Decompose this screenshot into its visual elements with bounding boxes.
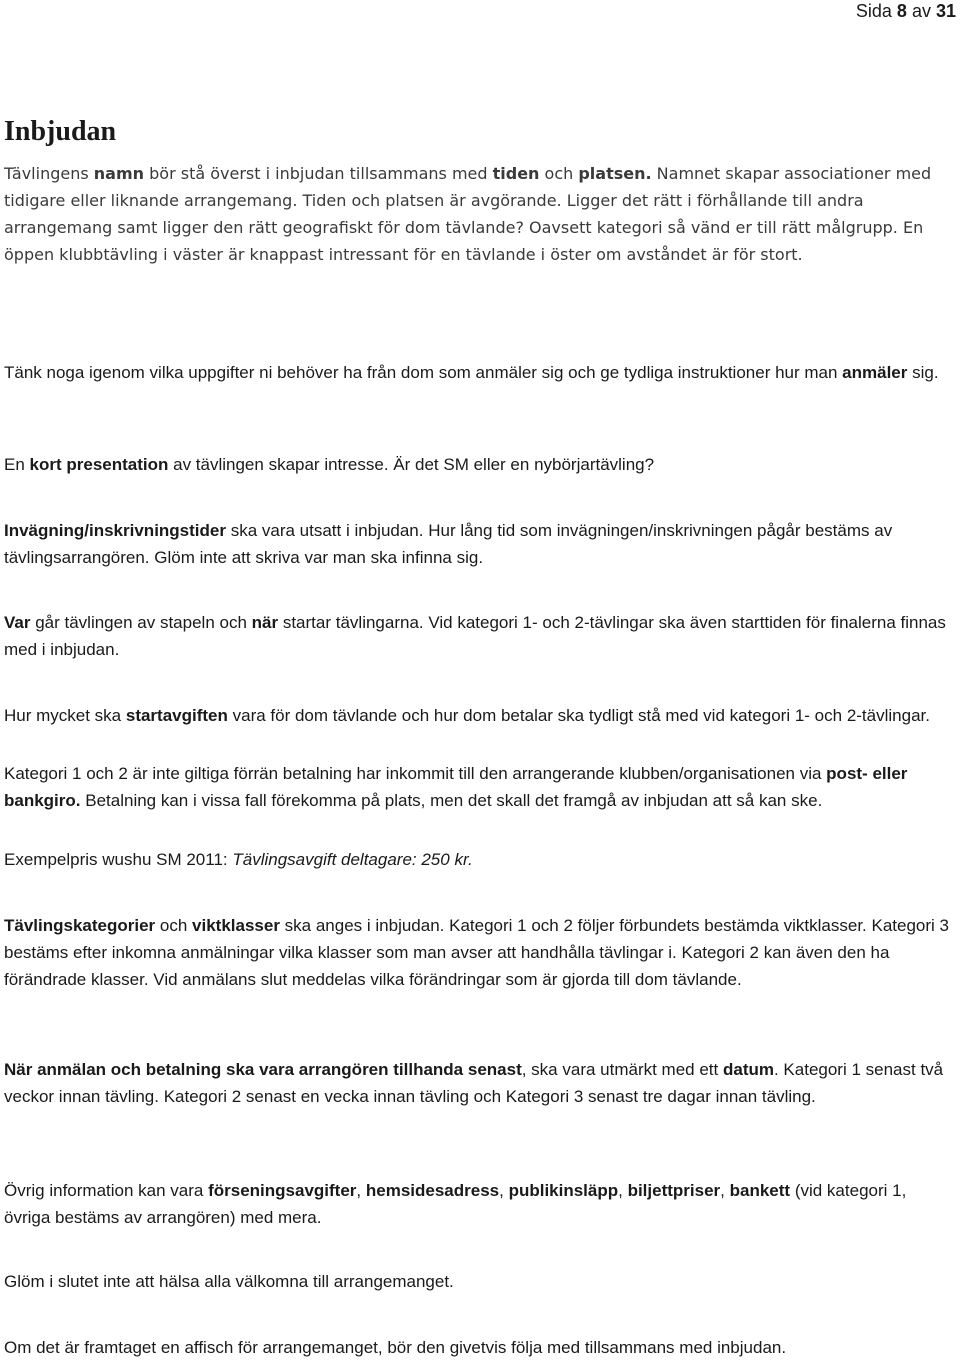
paragraph-where-when xyxy=(4,609,956,663)
paragraph-other-info xyxy=(4,1177,956,1231)
text-run: , xyxy=(499,1181,509,1200)
text-run: Betalning kan i vissa fall förekomma på plats, men det skall det framgå av inbjudan att så kan ske. xyxy=(80,791,823,810)
bold-run: Tävlingskategorier xyxy=(4,916,156,935)
text-run: Kategori 1 och 2 är inte giltiga förrän betalning har inkommit till den arrangerande klubben/organisationen via xyxy=(4,764,827,783)
bold-run: viktklasser xyxy=(192,916,280,935)
text-run: , xyxy=(618,1181,628,1200)
bold-run: platsen. xyxy=(578,164,652,183)
page-separator: av xyxy=(911,1,931,21)
text-run: Hur mycket ska xyxy=(4,706,126,725)
italic-run: Tävlingsavgift deltagare: 250 kr. xyxy=(232,850,473,869)
bold-run: post- eller bankgiro. xyxy=(4,764,908,810)
text-run: bör stå överst i inbjudan tillsammans med xyxy=(144,164,493,183)
paragraph-categories xyxy=(4,912,956,993)
text-run: ska anges i inbjudan. Kategori 1 och 2 följer förbundets bestämda viktklasser. Kategori 3 bestäms efter inkomna anmälningar vilka klasser som man avser att handhålla tävlingar i. Kategori 2 kan även den ha förändrade klasser. Vid anmälans slut meddelas vilka förändringar som är gjorda till dom tävlande. xyxy=(4,916,949,989)
bold-run: bankett xyxy=(729,1181,791,1200)
bold-run: hemsidesadress xyxy=(365,1181,500,1200)
bold-run: biljettpriser xyxy=(627,1181,721,1200)
text-run: ska vara utsatt i inbjudan. Hur lång tid som invägningen/inskrivningen pågår bestäms av tävlingsarrangören. Glöm inte att skriva var man ska infinna sig. xyxy=(4,521,893,567)
text-run: Tänk noga igenom vilka uppgifter ni behöver ha från dom som anmäler sig och ge tydliga instruktioner hur man xyxy=(4,363,843,382)
page-title: Inbjudan xyxy=(4,116,117,147)
text-run: Glöm i slutet inte att hälsa alla välkomna till arrangemanget. xyxy=(4,1272,454,1291)
text-run: vara för dom tävlande och hur dom betalar ska tydligt stå med vid kategori 1- och 2-tävlingar. xyxy=(227,706,930,725)
page-total: 31 xyxy=(935,1,956,21)
bold-run: namn xyxy=(93,164,145,183)
bold-run: tiden xyxy=(492,164,540,183)
paragraph-weigh-in xyxy=(4,517,956,571)
text-run: Övrig information kan vara xyxy=(4,1181,209,1200)
text-run: Namnet skapar associationer med tidigare eller liknande arrangemang. Tiden och platsen är avgörande. Ligger det rätt i förhållande till andra arrangemang samt ligger den rätt geografiskt för dom tävlande? Oavsett kategori så vänd er till rätt målgrupp. xyxy=(4,164,932,237)
text-run: , xyxy=(720,1181,730,1200)
text-run: sig. xyxy=(907,363,939,382)
text-run: och xyxy=(539,164,579,183)
text-run: startar tävlingarna. Vid kategori 1- och 2-tävlingar ska även starttiden för finalerna finnas med i inbjudan. xyxy=(4,613,946,659)
text-run: En öppen klubbtävling i väster är knappast intressant för en tävlande i öster om avståndet är för stort. xyxy=(4,218,924,264)
page-prefix: Sida xyxy=(855,1,892,21)
text-run: Tävlingens xyxy=(4,164,94,183)
text-run: En xyxy=(4,455,30,474)
paragraph-registration xyxy=(4,359,956,386)
page-current: 8 xyxy=(896,1,907,21)
bold-run: kort presentation xyxy=(29,455,169,474)
text-run: av tävlingen skapar intresse. Är det SM eller en nybörjartävling? xyxy=(168,455,655,474)
bold-run: startavgiften xyxy=(125,706,228,725)
page-number xyxy=(856,0,956,22)
paragraph-deadline xyxy=(4,1056,956,1110)
paragraph-presentation xyxy=(4,451,956,478)
bold-run: Invägning/inskrivningstider xyxy=(4,521,226,540)
bold-run: publikinsläpp xyxy=(508,1181,619,1200)
text-run: . Kategori 1 senast två veckor innan tävling. Kategori 2 senast en vecka innan tävling och Kategori 3 senast tre dagar innan tävling. xyxy=(4,1060,944,1106)
paragraph-name-time-place xyxy=(4,160,956,268)
paragraph-example-price xyxy=(4,846,956,873)
bold-run: när xyxy=(251,613,279,632)
text-run: Exempelpris wushu SM 2011: xyxy=(4,850,233,869)
text-run: , ska vara utmärkt med ett xyxy=(521,1060,723,1079)
text-run: (vid kategori 1, övriga bestäms av arrangören) med mera. xyxy=(4,1181,907,1227)
bold-run: Var xyxy=(4,613,31,632)
paragraph-entry-fee xyxy=(4,702,956,729)
bold-run: anmäler xyxy=(842,363,908,382)
paragraph-poster xyxy=(4,1334,956,1361)
bold-run: När anmälan och betalning ska vara arrangören tillhanda senast xyxy=(4,1060,522,1079)
paragraph-payment xyxy=(4,760,956,814)
text-run: och xyxy=(155,916,193,935)
paragraph-welcome xyxy=(4,1268,956,1295)
text-run: Om det är framtaget en affisch för arrangemanget, bör den givetvis följa med tillsammans med inbjudan. xyxy=(4,1338,787,1357)
bold-run: förseningsavgifter xyxy=(208,1181,357,1200)
text-run: går tävlingen av stapeln och xyxy=(30,613,252,632)
text-run: , xyxy=(356,1181,366,1200)
bold-run: datum xyxy=(722,1060,774,1079)
